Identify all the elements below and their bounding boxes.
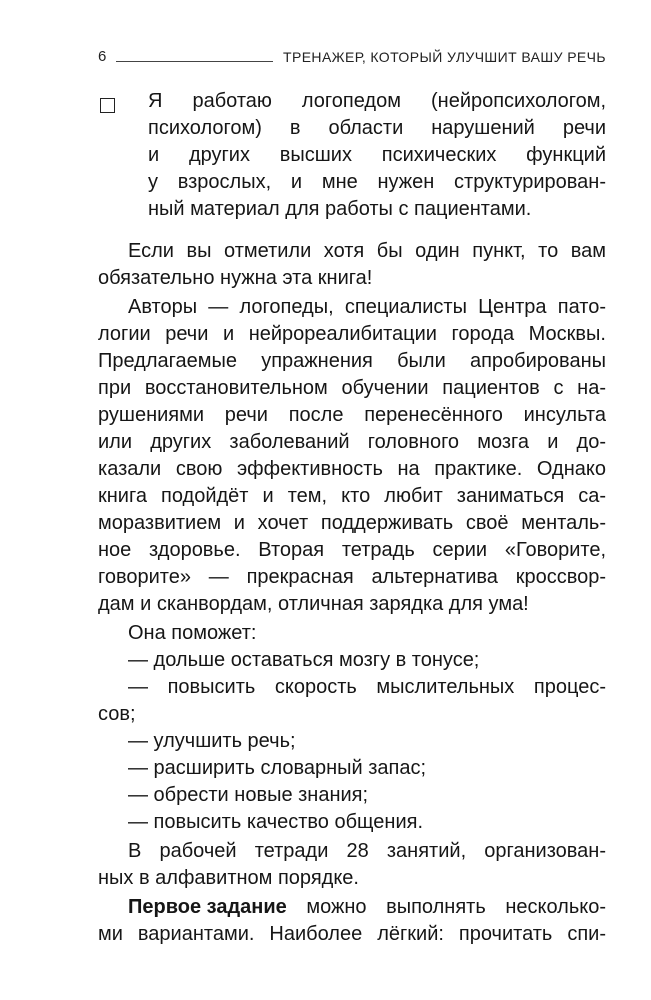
- authors-line: Предлагаемые упражнения были апробированы: [98, 350, 606, 372]
- benefit-item: — расширить словарный запас;: [128, 757, 427, 779]
- benefit-item: — повысить скорость мыслительных процес-: [128, 676, 606, 698]
- checklist-line: психологом) в области нарушений речи: [148, 117, 606, 139]
- first-task-line: [128, 894, 606, 921]
- benefits-lead: Она поможет:: [128, 622, 257, 644]
- authors-line: книга подойдёт и тем, кто любит заниматься са-: [98, 485, 606, 507]
- intro-line: Если вы отметили хотя бы один пункт, то вам: [128, 240, 606, 262]
- lessons-line: В рабочей тетради 28 занятий, организован-: [128, 840, 606, 862]
- running-header: [98, 46, 606, 68]
- lessons-line: ных в алфавитном порядке.: [98, 867, 359, 889]
- benefit-item: — обрести новые знания;: [128, 784, 369, 806]
- checklist-line: и других высших психических функций: [148, 144, 606, 166]
- authors-line: моразвитием и хочет поддерживать своё менталь-: [98, 512, 606, 534]
- header-rule: [116, 61, 273, 62]
- authors-line: дам и сканвордам, отличная зарядка для ума!: [98, 593, 529, 615]
- intro-line: обязательно нужна эта книга!: [98, 267, 373, 289]
- authors-line: Авторы — логопеды, специалисты Центра пато-: [128, 296, 606, 318]
- authors-line: логии речи и нейрореалибитации города Москвы.: [98, 323, 606, 345]
- page-number: 6: [98, 48, 107, 65]
- first-task-rest: можно выполнять несколько-: [286, 896, 606, 918]
- authors-line: или других заболеваний головного мозга и до-: [98, 431, 606, 453]
- authors-line: ное здоровье. Вторая тетрадь серии «Говорите,: [98, 539, 606, 561]
- first-task-bold-lead: Первое задание: [128, 896, 287, 918]
- authors-line: говорите» — прекрасная альтернатива кроссвор-: [98, 566, 606, 588]
- authors-line: при восстановительном обучении пациентов с на-: [98, 377, 606, 399]
- checklist-line: у взрослых, и мне нужен структурирован-: [148, 171, 606, 193]
- running-title: ТРЕНАЖЕР, КОТОРЫЙ УЛУЧШИТ ВАШУ РЕЧЬ: [283, 49, 606, 65]
- checkbox-icon[interactable]: [100, 98, 115, 113]
- first-task-line: ми вариантами. Наиболее лёгкий: прочитать спи-: [98, 923, 606, 945]
- benefit-item: — повысить качество общения.: [128, 811, 424, 833]
- benefit-item: — дольше оставаться мозгу в тонусе;: [128, 649, 480, 671]
- benefit-item-continuation: сов;: [98, 703, 136, 725]
- authors-line: казали свою эффективность на практике. Однако: [98, 458, 606, 480]
- checklist-line: ный материал для работы с пациентами.: [148, 198, 532, 220]
- checklist-line: Я работаю логопедом (нейропсихологом,: [148, 90, 606, 112]
- benefit-item: — улучшить речь;: [128, 730, 296, 752]
- authors-line: рушениями речи после перенесённого инсульта: [98, 404, 606, 426]
